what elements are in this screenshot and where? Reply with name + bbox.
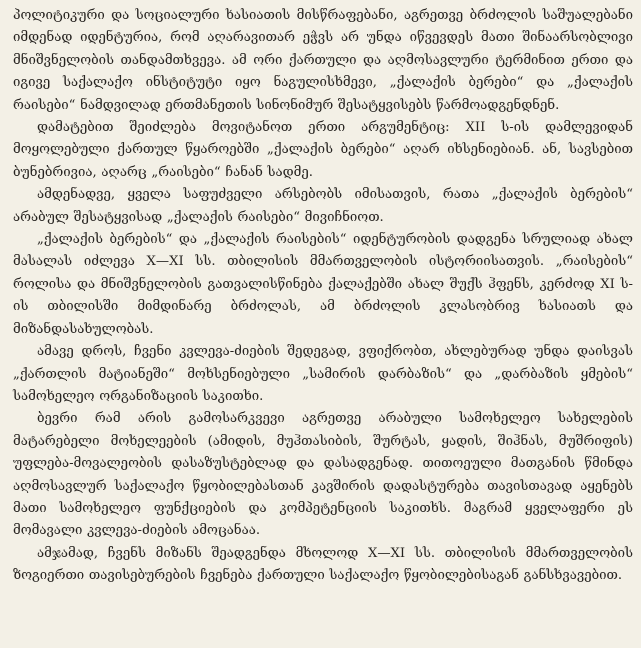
paragraph-6: ბევრი რამ არის გამოსარკვევი აგრეთვე არაბული სამოხელეო სახელების მატარებელი მოხელეების (ამიდის, მუჰთასიბის, შურტას, ყადის, შიჰნას, მუშრიფის) უფლება-მოვალეობის დასაზუსტებლად და დასადგენად. თითოეული მათგანის წმინდა აღმოსავლურ საქალაქო წყობილებასთან კავშირის დადასტურება თავისთავად აყენებს მათი სამოხელეო ფუნქციების და კომპეტენციის საკითხს. მაგრამ ყველაფერი ეს მომავალი კვლევა-ძიების ამოცანაა. [13,411,633,539]
paragraph-5: ამავე დროს, ჩვენი კვლევა-ძიების შედეგად, ვფიქრობთ, ახლებურად უნდა დაისვას „ქართლის მატიანეში“ მოხსენიებული „სამირის დარბაზის“ და „დარბაზის ყმების“ სამოხელეო ორგანიზაციის საკითხი. [13,344,633,404]
paragraph-4: „ქალაქის ბერების“ და „ქალაქის რაისების“ იდენტურობის დადგენა სრულიად ახალ მასალას იძლევა X—XI სს. თბილისის მმართველობის ისტორიისათვის. „რაისების“ როლისა და მნიშვნელობის გათვალისწინება ქალაქებში ახალ შუქს ჰფენს, კერძოდ XI ს-ის თბილისში მიმდინარე ბრძოლას, ამ ბრძოლის კლასობრივ ხასიათს და მიზანდასახულობას. [13,232,633,337]
paragraph-3: ამდენადვე, ყველა საფუძველი არსებობს იმისათვის, რათა „ქალაქის ბერების“ არაბულ შესატყვისად „ქალაქის რაისები“ მივიჩნიოთ. [13,187,633,225]
paragraph-2: დამატებით შეიძლება მოვიტანოთ ერთი არგუმენტიც: XII ს-ის დამლევიდან მოყოლებული ქართულ წყაროებში „ქალაქის ბერები“ აღარ იხსენიებიან. ან, სავსებით ბუნებრივია, აღარც „რაისები“ ჩანან სადმე. [13,120,633,180]
paragraph-7: ამჯამად, ჩვენს მიზანს შეადგენდა მხოლოდ X—XI სს. თბილისის მმართველობის ზოგიერთი თავისებურების ჩვენება ქართული საქალაქო წყობილებისაგან განსხვავებით. [13,545,633,584]
paragraph-1: პოლიტიკური და სოციალური ხასიათის მისწრაფებანი, აგრეთვე ბრძოლის საშუალებანი იმდენად იდენტურია, რომ აღარავითარ ეჭვს არ უნდა იწვევდეს მათი შინაარსობლივი მნიშვნელობის თანდამთხვევა. ამ ორი ქართული და აღმოსავლური ტერმინით ერთი და იგივე საქალაქო ინსტიტუტი იყო ნაგულისხმევი, „ქალაქის ბერები“ და „ქალაქის რაისები“ ნამდვილად ერთმანეთის სინონიმურ შესატყვისებს წარმოადგენდნენ. [13,8,633,113]
